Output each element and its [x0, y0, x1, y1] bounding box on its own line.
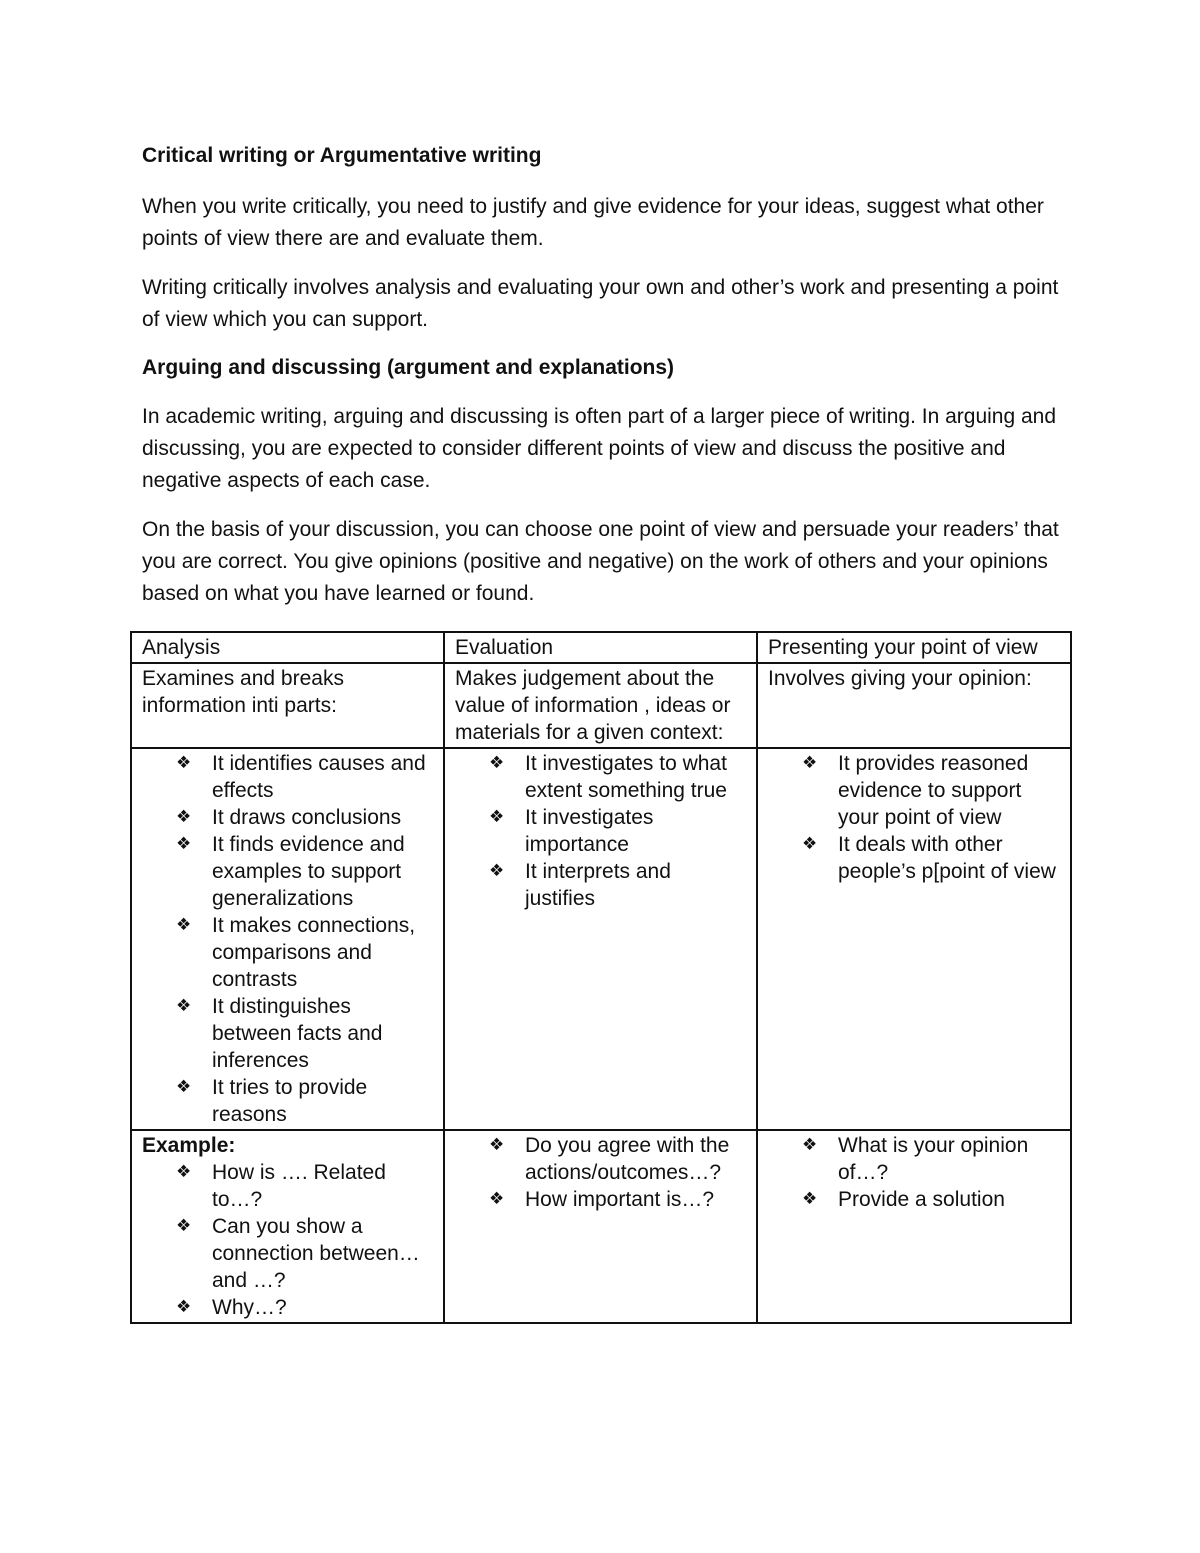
header-presenting: Presenting your point of view	[757, 632, 1071, 663]
list-item: ❖ Do you agree with the actions/outcomes…?	[489, 1134, 730, 1184]
diamond-bullet-icon: ❖	[489, 807, 505, 827]
diamond-bullet-icon: ❖	[176, 1077, 192, 1097]
list-item: ❖ It deals with other people’s p[point of view	[802, 833, 1056, 883]
analysis-examples-cell	[131, 1130, 444, 1323]
section-heading: Arguing and discussing (argument and explanations)	[142, 356, 675, 379]
list-item: ❖ How is …. Related to…?	[176, 1161, 386, 1211]
diamond-bullet-icon: ❖	[176, 1216, 192, 1236]
table-description-row	[131, 663, 1071, 748]
diamond-bullet-icon: ❖	[489, 1189, 505, 1209]
list-item: ❖ It makes connections, comparisons and contrasts	[176, 914, 416, 991]
analysis-example-list	[142, 1159, 433, 1321]
list-item: ❖ It identifies causes and effects	[176, 752, 426, 802]
diamond-bullet-icon: ❖	[176, 753, 192, 773]
diamond-bullet-icon: ❖	[176, 996, 192, 1016]
page-title: Critical writing or Argumentative writing	[142, 144, 542, 167]
list-item: ❖ What is your opinion of…?	[802, 1134, 1029, 1184]
analysis-item-list	[142, 750, 433, 1128]
presenting-examples-cell	[757, 1130, 1071, 1323]
evaluation-items-cell	[444, 748, 757, 1130]
table-example-row	[131, 1130, 1071, 1323]
presenting-example-list	[768, 1132, 1060, 1213]
diamond-bullet-icon: ❖	[489, 1135, 505, 1155]
document-body	[142, 141, 1072, 627]
description-analysis: Examines and breaks information inti parts:	[131, 663, 444, 748]
intro-paragraph-2: Writing critically involves analysis and evaluating your own and other’s work and presenting a point of view which you can support.	[142, 276, 1059, 331]
diamond-bullet-icon: ❖	[176, 1297, 192, 1317]
table-header-row	[131, 632, 1071, 663]
list-item: ❖ How important is…?	[489, 1188, 715, 1211]
list-item: ❖ Why…?	[176, 1296, 287, 1319]
section-paragraph-2: On the basis of your discussion, you can choose one point of view and persuade your readers’ that you are correct. You give opinions (positive and negative) on the work of others and your opinions based on what you have learned or found.	[142, 518, 1059, 605]
diamond-bullet-icon: ❖	[176, 834, 192, 854]
diamond-bullet-icon: ❖	[176, 1162, 192, 1182]
diamond-bullet-icon: ❖	[489, 861, 505, 881]
header-analysis: Analysis	[131, 632, 444, 663]
table-items-row	[131, 748, 1071, 1130]
list-item: ❖ It finds evidence and examples to support generalizations	[176, 833, 405, 910]
list-item: ❖ It provides reasoned evidence to support your point of view	[802, 752, 1029, 829]
section-paragraph-1: In academic writing, arguing and discussing is often part of a larger piece of writing. In arguing and discussing, you are expected to consider different points of view and discuss the positive and negative aspects of each case.	[142, 405, 1057, 492]
description-presenting: Involves giving your opinion:	[757, 663, 1071, 748]
presenting-items-cell	[757, 748, 1071, 1130]
diamond-bullet-icon: ❖	[802, 753, 818, 773]
diamond-bullet-icon: ❖	[176, 915, 192, 935]
list-item: ❖ It tries to provide reasons	[176, 1076, 368, 1126]
list-item: ❖ It distinguishes between facts and inferences	[176, 995, 383, 1072]
analysis-items-cell	[131, 748, 444, 1130]
list-item: ❖ It interprets and justifies	[489, 860, 671, 910]
list-item: ❖ It investigates importance	[489, 806, 654, 856]
header-evaluation: Evaluation	[444, 632, 757, 663]
list-item: ❖ Can you show a connection between… and …?	[176, 1215, 420, 1292]
critical-thinking-table	[130, 631, 1072, 1324]
description-evaluation: Makes judgement about the value of information , ideas or materials for a given context:	[444, 663, 757, 748]
diamond-bullet-icon: ❖	[802, 834, 818, 854]
diamond-bullet-icon: ❖	[489, 753, 505, 773]
evaluation-examples-cell	[444, 1130, 757, 1323]
example-label: Example:	[142, 1134, 236, 1157]
evaluation-example-list	[455, 1132, 746, 1213]
intro-paragraph-1: When you write critically, you need to justify and give evidence for your ideas, suggest what other points of view there are and evaluate them.	[142, 195, 1044, 250]
diamond-bullet-icon: ❖	[802, 1135, 818, 1155]
list-item: ❖ It investigates to what extent something true	[489, 752, 727, 802]
diamond-bullet-icon: ❖	[802, 1189, 818, 1209]
diamond-bullet-icon: ❖	[176, 807, 192, 827]
presenting-item-list	[768, 750, 1060, 885]
list-item: ❖ It draws conclusions	[176, 806, 402, 829]
evaluation-item-list	[455, 750, 746, 912]
list-item: ❖ Provide a solution	[802, 1188, 1005, 1211]
